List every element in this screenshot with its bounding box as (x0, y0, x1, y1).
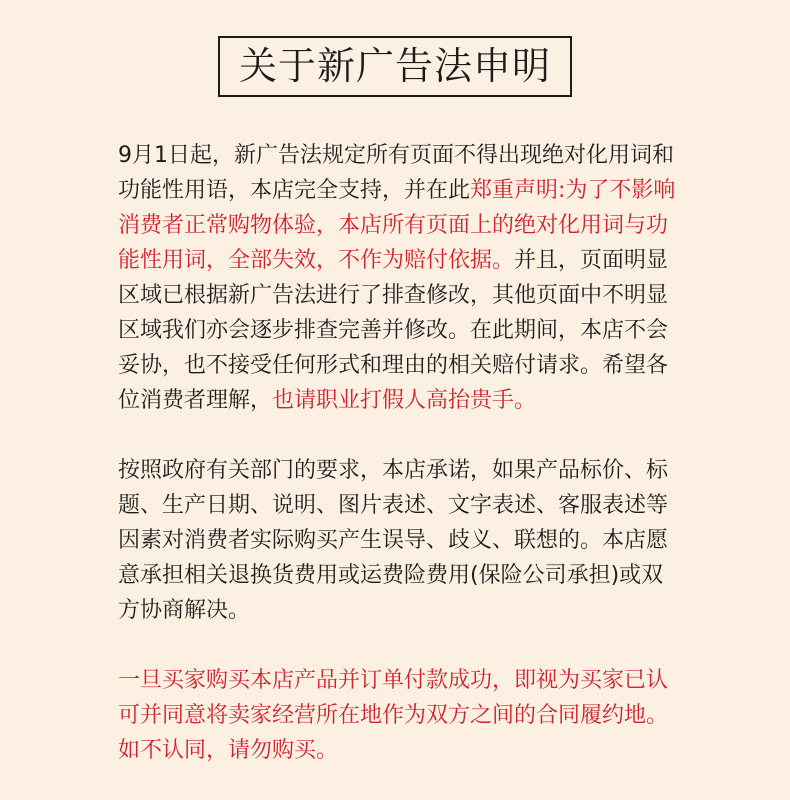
body-text: 题、生产日期、说明、图片表述、文字表述、客服表述等 (118, 492, 669, 518)
body-text: 区域已根据新广告法进行了排查修改，其他页面中不明显 (118, 282, 669, 308)
body-text: 功能性用语，本店完全支持，并在此 (118, 177, 471, 203)
paragraph-line (118, 348, 675, 383)
paragraph-line (118, 733, 675, 768)
paragraph-line (118, 208, 675, 243)
body-text: 意承担相关退换货费用或运费险费用(保险公司承担)或双 (118, 562, 664, 588)
paragraph-line (118, 488, 675, 523)
paragraph-line (118, 453, 675, 488)
paragraph-line (118, 383, 675, 418)
announcement-body (118, 138, 675, 768)
paragraph-store-commitment (118, 453, 675, 628)
paragraph-line (118, 663, 675, 698)
highlighted-text: 能性用词，全部失效，不作为赔付依据。 (118, 247, 515, 273)
paragraph-contract-location (118, 663, 675, 768)
paragraph-line (118, 173, 675, 208)
paragraph-line (118, 313, 675, 348)
paragraph-line (118, 523, 675, 558)
paragraph-line (118, 243, 675, 278)
highlighted-text: 可并同意将卖家经营所在地作为双方之间的合同履约地。 (118, 702, 669, 728)
body-text: 区域我们亦会逐步排查完善并修改。在此期间，本店不会 (118, 317, 669, 343)
paragraph-line (118, 278, 675, 313)
paragraph-ad-law-statement (118, 138, 675, 418)
highlighted-text: 一旦买家购买本店产品并订单付款成功，即视为买家已认 (118, 667, 669, 693)
body-text: 因素对消费者实际购买产生误导、歧义、联想的。本店愿 (118, 527, 669, 553)
body-text: 方协商解决。 (118, 597, 251, 623)
body-text: 并且，页面明显 (514, 247, 669, 273)
body-text: 按照政府有关部门的要求，本店承诺，如果产品标价、标 (118, 457, 669, 483)
highlighted-text: 郑重声明:为了不影响 (470, 177, 676, 203)
paragraph-line (118, 698, 675, 733)
highlighted-text: 消费者正常购物体验，本店所有页面上的绝对化用词与功 (118, 212, 669, 238)
body-text: 位消费者理解， (118, 387, 273, 413)
body-text: 妥协，也不接受任何形式和理由的相关赔付请求。希望各 (118, 352, 669, 378)
page-title: 关于新广告法申明 (238, 44, 551, 88)
highlighted-text: 如不认同，请勿购买。 (118, 737, 339, 763)
body-text: 9月1日起，新广告法规定所有页面不得出现绝对化用词和 (118, 142, 674, 168)
paragraph-line (118, 593, 675, 628)
paragraph-line (118, 138, 675, 173)
title-box (218, 36, 572, 97)
highlighted-text: 也请职业打假人高抬贵手。 (272, 387, 537, 413)
paragraph-line (118, 558, 675, 593)
